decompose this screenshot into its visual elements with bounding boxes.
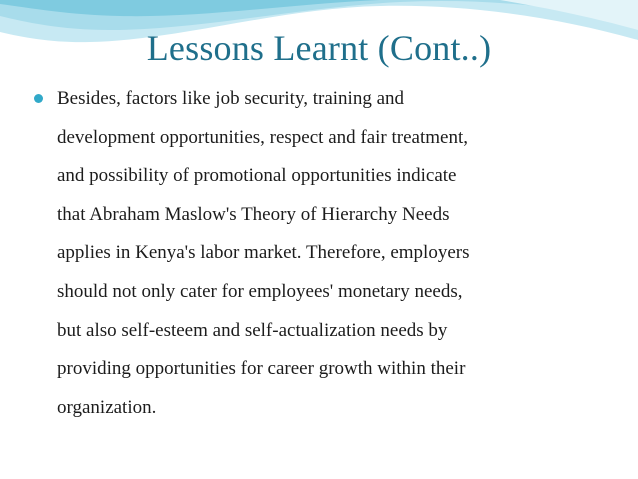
bullet-text xyxy=(57,80,469,427)
slide-title: Lessons Learnt (Cont..) xyxy=(146,28,492,68)
bullet-line: applies in Kenya's labor market. Therefore, employers xyxy=(57,242,470,264)
bullet-item xyxy=(34,80,614,427)
bullet-line: organization. xyxy=(57,396,157,418)
bullet-line: but also self-esteem and self-actualization needs by xyxy=(57,319,448,341)
bullet-line: development opportunities, respect and fair treatment, xyxy=(57,126,468,148)
bullet-line: providing opportunities for career growth within their xyxy=(57,358,466,380)
bullet-icon xyxy=(34,94,43,103)
slide-content xyxy=(34,80,614,427)
bullet-line: Besides, factors like job security, training and xyxy=(57,88,405,109)
bullet-line: should not only cater for employees' monetary needs, xyxy=(57,280,463,302)
bullet-line: that Abraham Maslow's Theory of Hierarchy Needs xyxy=(57,203,450,225)
bullet-line: and possibility of promotional opportunities indicate xyxy=(57,165,457,187)
